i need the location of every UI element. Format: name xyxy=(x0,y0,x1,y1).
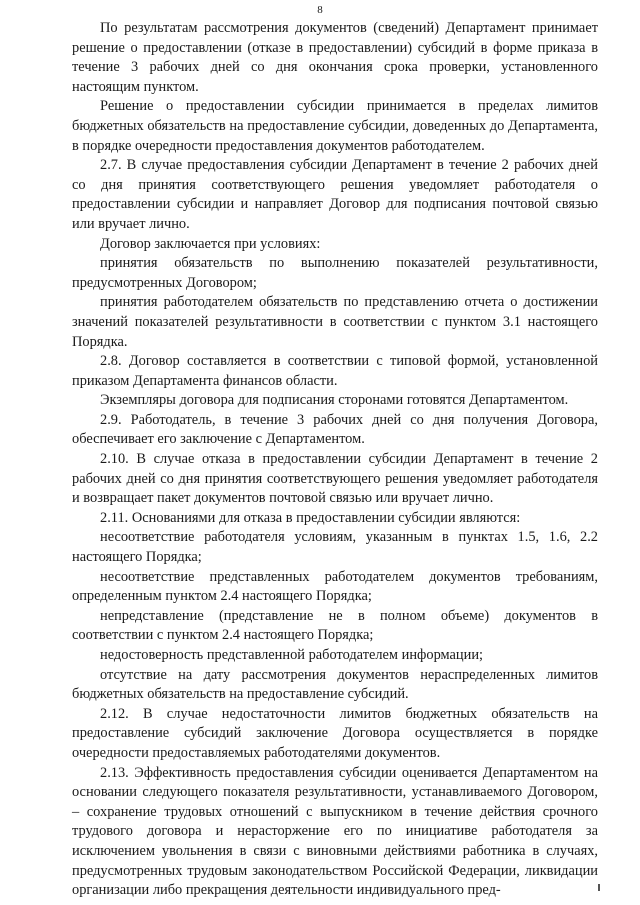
paragraph-contract-conditions: Договор заключается при условиях: xyxy=(100,235,321,252)
margin-mark xyxy=(598,884,600,891)
paragraph-2-11: 2.11. Основаниями для отказа в предоставлении субсидии являются: xyxy=(100,509,521,526)
paragraph-decision: По результатам рассмотрения документов (сведений) Департамент принимает решение о предоставлении (отказе в предоставлении) субсидий в форме приказа в течение 3 рабочих дней со дня окончания срока проверки, установленного настоящим пунктом. xyxy=(72,20,598,95)
paragraph-2-13: 2.13. Эффективность предоставления субсидии оценивается Департаментом на основании следующего показателя результативности, устанавливаемого Договором, – сохранение трудовых отношений с выпускником в течение действия срочного трудового договора и нерасторжение его по инициативе работодателя за исключением увольнения в связи с виновными действиями работника в случаях, предусмотренных трудовым законодательством Российской Федерации, ликвидации организации либо прекращения деятельности индивидуального пред- xyxy=(72,764,598,899)
paragraph-refusal-4: недостоверность представленной работодателем информации; xyxy=(100,647,484,663)
paragraph-condition-2: принятия работодателем обязательств по представлению отчета о достижении значений показателей результативности в соответствии с пунктом 3.1 настоящего Порядка. xyxy=(72,294,598,350)
paragraph-2-9: 2.9. Работодатель, в течение 3 рабочих дней со дня получения Договора, обеспечивает его заключение с Департаментом. xyxy=(72,411,598,448)
paragraph-refusal-5: отсутствие на дату рассмотрения документов нераспределенных лимитов бюджетных обязательств на предоставление субсидий. xyxy=(72,666,598,703)
paragraph-2-8: 2.8. Договор составляется в соответствии с типовой формой, установленной приказом Департамента финансов области. xyxy=(72,353,598,389)
paragraph-contract-copies: Экземпляры договора для подписания сторонами готовятся Департаментом. xyxy=(100,392,569,409)
paragraph-decision-limits: Решение о предоставлении субсидии принимается в пределах лимитов бюджетных обязательств на предоставление субсидии, доведенных до Департамента, в порядке очередности предоставления документов работодателем. xyxy=(72,98,598,154)
paragraph-2-10: 2.10. В случае отказа в предоставлении субсидии Департамент в течение 2 рабочих дней со дня принятия соответствующего решения уведомляет работодателя и возвращает пакет документов почтовой связью или вручает лично. xyxy=(72,451,598,507)
page-number: 8 xyxy=(317,4,323,16)
paragraph-refusal-2: несоответствие представленных работодателем документов требованиям, определенным пунктом 2.4 настоящего Порядка; xyxy=(72,568,598,605)
paragraph-2-7: 2.7. В случае предоставления субсидии Департамент в течение 2 рабочих дней со дня принятия соответствующего решения уведомляет работодателя о предоставлении субсидии и направляет Договор для подписания почтовой связью или вручает лично. xyxy=(72,157,598,232)
paragraph-2-12: 2.12. В случае недостаточности лимитов бюджетных обязательств на предоставление субсидий заключение Договора осуществляется в порядке очередности предоставляемых работодателями документов. xyxy=(72,705,598,761)
paragraph-refusal-3: непредставление (представление не в полном объеме) документов в соответствии с пунктом 2.4 настоящего Порядка; xyxy=(72,607,598,644)
paragraph-refusal-1: несоответствие работодателя условиям, указанным в пунктах 1.5, 1.6, 2.2 настоящего Порядка; xyxy=(72,529,598,566)
paragraph-condition-1: принятия обязательств по выполнению показателей результативности, предусмотренных Договором; xyxy=(72,255,598,291)
document-body xyxy=(72,19,598,901)
